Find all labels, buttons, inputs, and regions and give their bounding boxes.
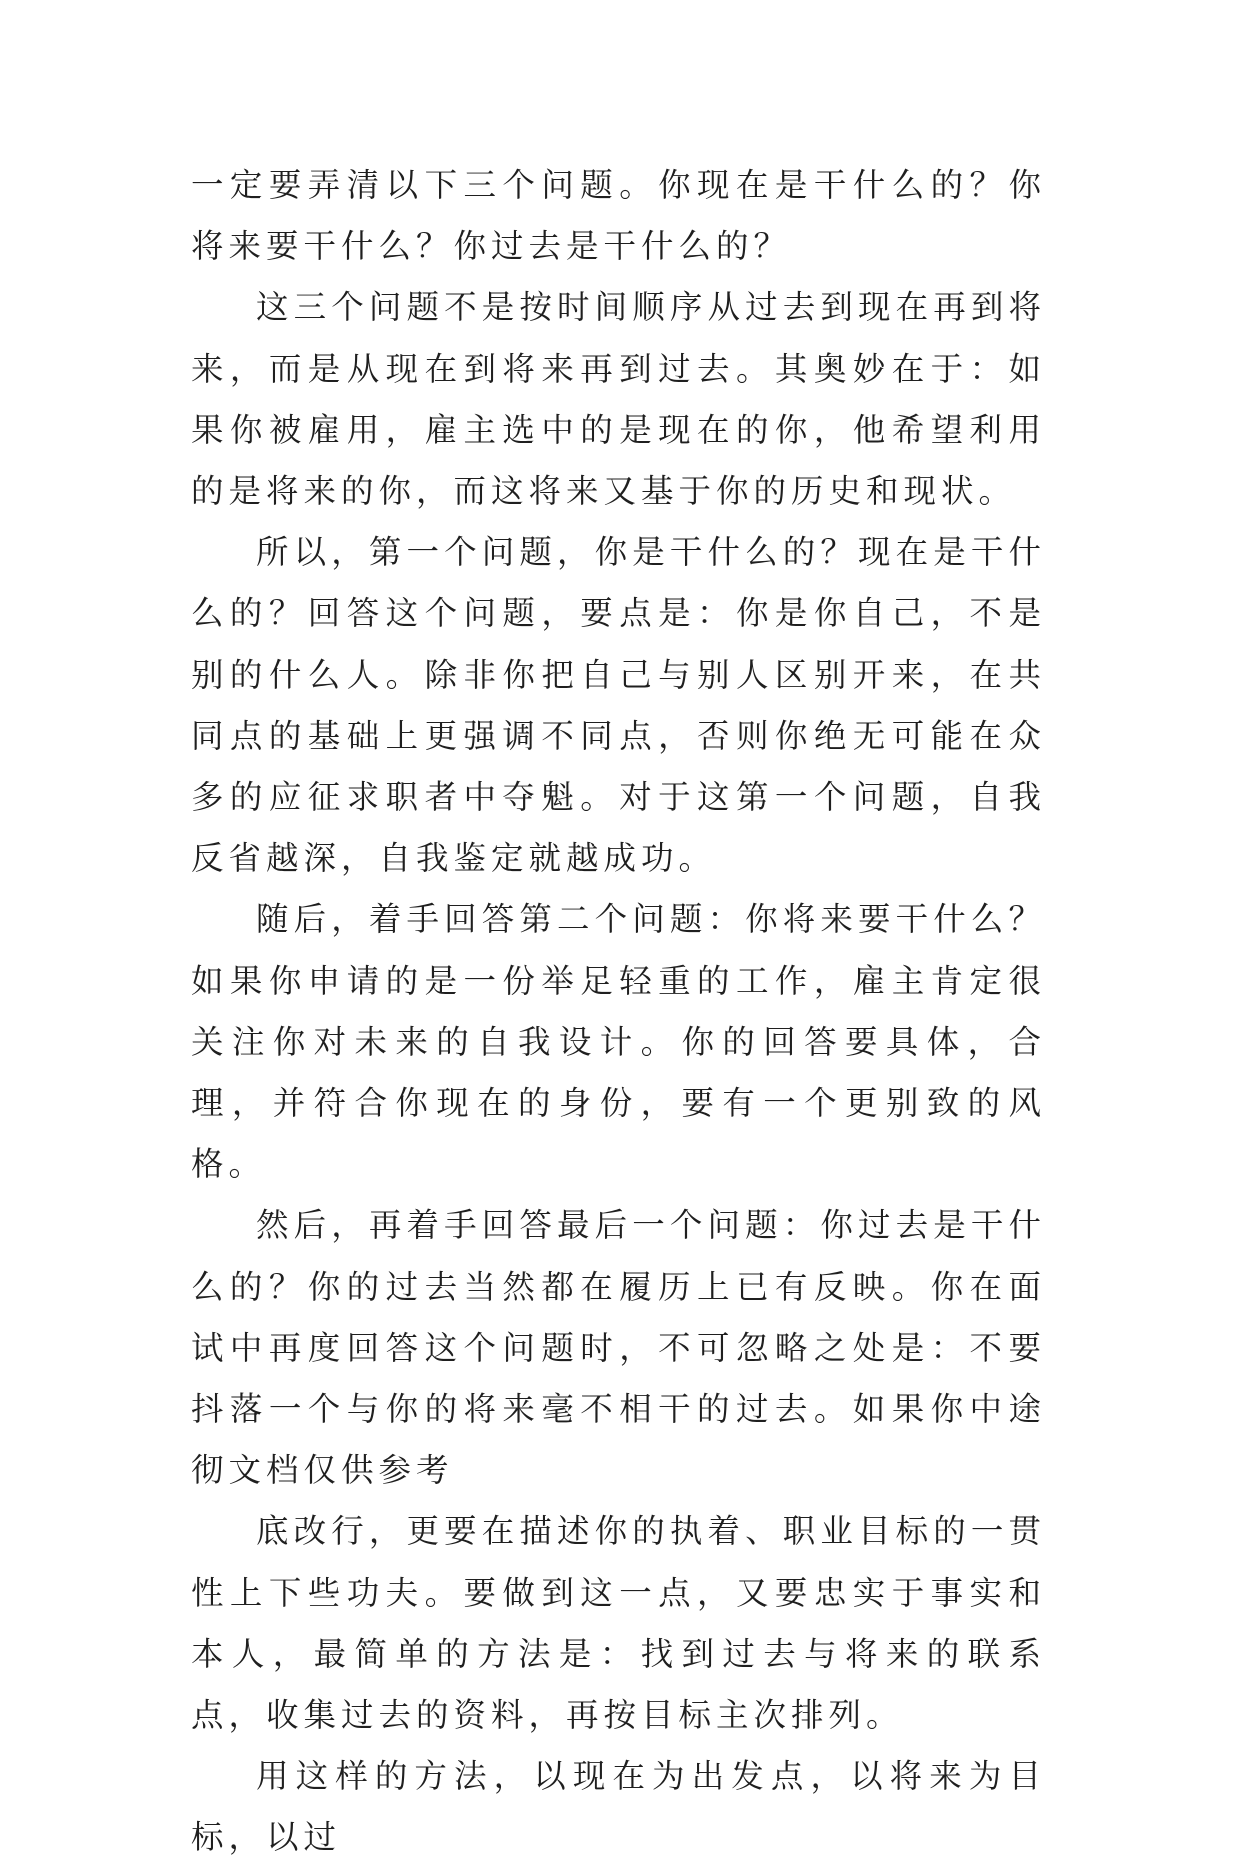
paragraph-6: 底改行，更要在描述你的执着、职业目标的一贯性上下些功夫。要做到这一点，又要忠实于事实和本人，最简单的方法是：找到过去与将来的联系点，收集过去的资料，再按目标主次排列。 [191,1512,1046,1735]
paragraph-3: 所以，第一个问题，你是干什么的？现在是干什么的？回答这个问题，要点是：你是你自己，不是别的什么人。除非你把自己与别人区别开来，在共同点的基础上更强调不同点，否则你绝无可能在众多的应征求职者中夺魁。对于这第一个问题，自我反省越深，自我鉴定就越成功。 [191,533,1046,878]
document-body [191,155,1046,1869]
paragraph-2: 这三个问题不是按时间顺序从过去到现在再到将来，而是从现在到将来再到过去。其奥妙在于：如果你被雇用，雇主选中的是现在的你，他希望利用的是将来的你，而这将来又基于你的历史和现状。 [191,288,1046,511]
paragraph-4: 随后，着手回答第二个问题：你将来要干什么？如果你申请的是一份举足轻重的工作，雇主肯定很关注你对未来的自我设计。你的回答要具体，合理，并符合你现在的身份，要有一个更别致的风格。 [191,900,1046,1184]
paragraph-1: 一定要弄清以下三个问题。你现在是干什么的？你将来要干什么？你过去是干什么的？ [191,166,1046,266]
paragraph-7: 用这样的方法，以现在为出发点，以将来为目标，以过 [191,1757,1046,1857]
paragraph-5: 然后，再着手回答最后一个问题：你过去是干什么的？你的过去当然都在履历上已有反映。你在面试中再度回答这个问题时，不可忽略之处是：不要抖落一个与你的将来毫不相干的过去。如果你中途彻文档仅供参考 [191,1206,1046,1490]
